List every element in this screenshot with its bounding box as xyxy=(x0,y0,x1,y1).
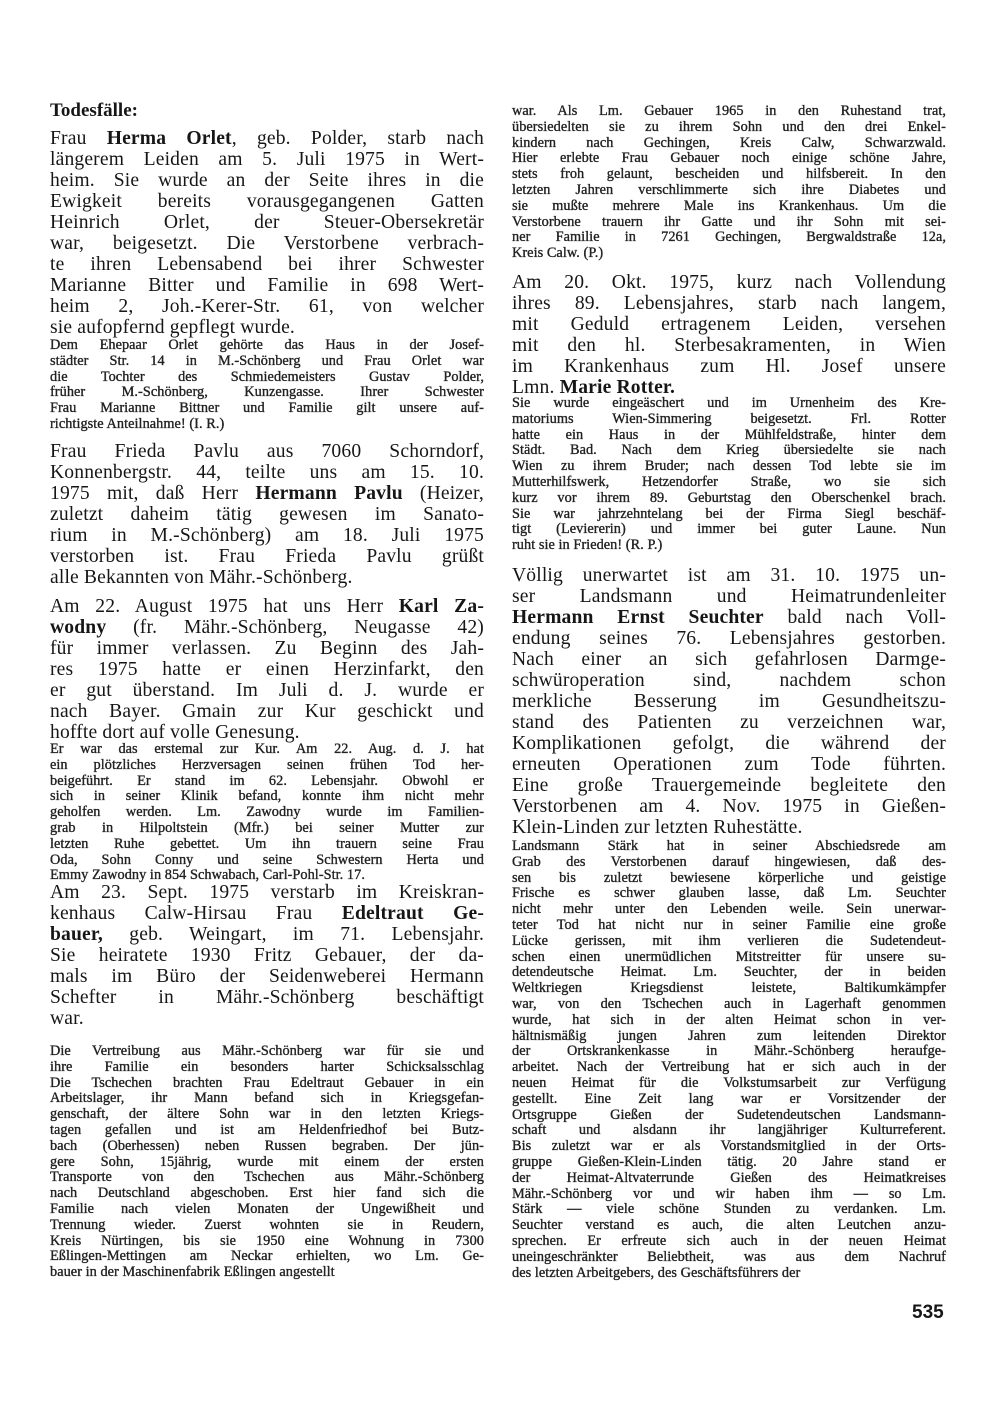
obituary-seuchter-note xyxy=(512,839,946,1281)
text-line: sie mußte mehrere Male ins Krankenhaus. Um die xyxy=(512,197,946,214)
text-line: ein plötzliches Herzversagen seinen frühen Tod her- xyxy=(50,756,484,773)
text-line: Schefter in Mähr.-Schönberg beschäftigt xyxy=(50,987,484,1008)
text-line xyxy=(50,128,484,149)
text-line: Er war das erstemal zur Kur. Am 22. Aug. d. J. hat xyxy=(50,741,484,757)
text-line: Völlig unerwartet ist am 31. 10. 1975 un- xyxy=(512,565,946,586)
obituary-gebauer-note xyxy=(50,1044,484,1281)
text-line: Hier erlebte Frau Gebauer noch einige schöne Jahre, xyxy=(512,150,946,167)
text-segment: (Heizer, xyxy=(402,483,484,504)
text-segment: Am 22. August 1975 hat uns Herr xyxy=(50,596,399,617)
text-line: sich in seiner Klinik befand, konnte ihm nicht mehr xyxy=(50,788,484,805)
text-line: Emmy Zawodny in 854 Schwabach, Carl-Pohl-Str. 17. xyxy=(50,867,365,884)
text-line: heim 2, Joh.-Kerer-Str. 61, von welcher xyxy=(50,296,484,317)
text-line: Frau Frieda Pavlu aus 7060 Schorndorf, xyxy=(50,441,484,462)
text-line: er gut überstand. Im Juli d. J. wurde er xyxy=(50,680,484,701)
text-line: Nach einer an sich gefahrlosen Darmge- xyxy=(512,649,946,670)
text-line: des letzten Arbeitgebers, des Geschäftsführers der xyxy=(512,1264,801,1281)
text-line: stets froh gelaunt, bescheiden und hilfsbereit. In den xyxy=(512,166,946,183)
text-line: zuletzt daheim tätig gewesen im Sanato- xyxy=(50,504,484,525)
text-line: letzten Jahren verschlimmerte sich ihre Diabetes und xyxy=(512,181,946,198)
text-line: Verstorbenen am 4. Nov. 1975 in Gießen- xyxy=(512,796,946,817)
text-line: Sie heiratete 1930 Fritz Gebauer, der da- xyxy=(50,945,484,966)
text-line: der Heimat-Altvaterrunde Gießen des Heimatkreises xyxy=(512,1169,946,1186)
text-line: Sie wurde eingeäschert und im Urnenheim des Kre- xyxy=(512,395,946,411)
text-line: Kreis Calw. (P.) xyxy=(512,245,604,262)
text-line: letzten Ruhe gebettet. Um ihn trauern seine Frau xyxy=(50,835,484,852)
text-line: nicht mehr unter den Lebenden weile. Sein unerwar- xyxy=(512,901,946,918)
text-line: Klein-Linden zur letzten Ruhestätte. xyxy=(512,817,803,838)
text-line: bach (Oberhessen) neben Russen begraben. Der jün- xyxy=(50,1137,484,1154)
text-line: beigeführt. Er stand im 62. Lebensjahr. Obwohl er xyxy=(50,772,484,789)
text-line: Trennung wieder. Zuerst wohnten sie in Reudern, xyxy=(50,1216,484,1233)
text-segment: (fr. Mähr.-Schönberg, Neugasse 42) xyxy=(106,617,484,638)
text-line: Konnenbergstr. 44, teilte uns am 15. 10. xyxy=(50,462,484,483)
obituary-gebauer xyxy=(50,882,484,1029)
text-line: uneingeschränkter Beliebtheit, was aus dem Nachruf xyxy=(512,1248,946,1265)
text-line: neuen Heimat für die Volkstumsarbeit zur Verfügung xyxy=(512,1074,946,1091)
obituary-gebauer-note-continued xyxy=(512,104,946,262)
text-line: Mutterhilfswerk, Hetzendorfer Straße, wo sie sich xyxy=(512,473,946,490)
text-line: tigt (Leviererin) und immer bei guter Laune. Nun xyxy=(512,521,946,538)
text-line: gere Sohn, 15jährig, wurde mit einem der ersten xyxy=(50,1153,484,1170)
bold-name: Karl Za- xyxy=(398,596,484,617)
text-segment: , geb. Polder, starb nach xyxy=(231,128,484,149)
text-line: hältnismäßig jungen Jahren zum leitenden Direktor xyxy=(512,1027,946,1044)
text-line: Die Tschechen brachten Frau Edeltraut Gebauer in ein xyxy=(50,1074,484,1091)
obituary-seuchter xyxy=(512,565,946,838)
text-line: arbeitet. Nach der Vertreibung hat er sich auch in der xyxy=(512,1059,946,1076)
text-line: hatte ein Haus in der Mühlfeldstraße, hinter dem xyxy=(512,426,946,443)
text-line: hoffte dort auf volle Genesung. xyxy=(50,722,300,743)
text-line: Ewigkeit bereits vorausgegangenen Gatten xyxy=(50,191,484,212)
text-line xyxy=(512,607,946,628)
bold-name: wodny xyxy=(50,617,107,638)
obituary-zawodny xyxy=(50,596,484,743)
text-line: stand des Patienten zu verzeichnen war, xyxy=(512,712,946,733)
bold-name: Hermann Pavlu xyxy=(255,483,403,504)
text-line: te ihren Lebensabend bei ihrer Schwester xyxy=(50,254,484,275)
page-number: 535 xyxy=(912,1302,944,1323)
text-line: Städt. Bad. Nach dem Krieg übersiedelte sie nach xyxy=(512,442,946,459)
text-line: städter Str. 14 in M.-Schönberg und Frau Orlet war xyxy=(50,352,484,369)
text-line: genschaft, der ältere Sohn war in den letzten Kriegs- xyxy=(50,1106,484,1123)
text-line: war, von den Tschechen auch in Lagerhaft genommen xyxy=(512,995,946,1012)
text-segment: Lmn. xyxy=(512,377,560,398)
text-line: schaft und alsdann ihr langjähriger Kulturreferent. xyxy=(512,1122,946,1139)
text-line: ner Familie in 7261 Gechingen, Bergwaldstraße 12a, xyxy=(512,229,946,246)
text-line: kurz vor ihrem 89. Geburtstag den Oberschenkel brach. xyxy=(512,489,946,506)
bold-name: Herma Orlet xyxy=(106,128,232,149)
text-line: kindern nach Gechingen, Kreis Calw, Schwarzwald. xyxy=(512,134,946,151)
text-line: Eßlingen-Mettingen am Neckar erhielten, wo Lm. Ge- xyxy=(50,1248,484,1265)
text-line: tagen gefallen und ist am Heldenfriedhof bei Butz- xyxy=(50,1121,484,1138)
text-line: Heinrich Orlet, der Steuer-Obersekretär xyxy=(50,212,484,233)
text-line: war. Als Lm. Gebauer 1965 in den Ruhestand trat, xyxy=(512,103,946,119)
text-line: Familie nach vielen Monaten der Ungewißheit und xyxy=(50,1200,484,1217)
text-line: Wien zu ihrem Bruder; nach dessen Tod lebte sie im xyxy=(512,458,946,475)
text-line: Verstorbene trauern ihr Gatte und ihr Sohn mit sei- xyxy=(512,213,946,230)
text-line: war. xyxy=(50,1008,84,1029)
text-line: mals im Büro der Seidenweberei Hermann xyxy=(50,966,484,987)
text-line: gestellt. Eine Zeit lang war er Vorsitzender der xyxy=(512,1090,946,1107)
obituary-pavlu xyxy=(50,441,484,588)
text-line: im Krankenhaus zum Hl. Josef unsere xyxy=(512,356,946,377)
text-line: grab in Hilpoltstein (Mfr.) bei seiner Mutter zur xyxy=(50,819,484,836)
text-line: mit Geduld ertragenem Leiden, versehen xyxy=(512,314,946,335)
text-line: sen bis zuletzt bewiesene körperliche und geistige xyxy=(512,869,946,886)
text-line: Eine große Trauergemeinde begleitete den xyxy=(512,775,946,796)
text-line: Die Vertreibung aus Mähr.-Schönberg war für sie und xyxy=(50,1043,484,1059)
text-line: sie aufopfernd gepflegt wurde. xyxy=(50,317,295,338)
text-line: merkliche Besserung im Gesundheitszu- xyxy=(512,691,946,712)
obituary-rotter xyxy=(512,272,946,398)
text-line: endung seines 76. Lebensjahres gestorben. xyxy=(512,628,946,649)
obituary-rotter-note xyxy=(512,396,946,554)
text-line: Kreis Nürtingen, bis sie 1950 eine Wohnung in 7300 xyxy=(50,1232,484,1249)
text-line: ihre Familie ein besonders harter Schicksalsschlag xyxy=(50,1058,484,1075)
text-line: verstorben ist. Frau Frieda Pavlu grüßt xyxy=(50,546,484,567)
text-line: richtigste Anteilnahme! (I. R.) xyxy=(50,415,225,432)
text-line xyxy=(50,617,484,638)
text-line: Komplikationen gefolgt, die während der xyxy=(512,733,946,754)
text-line: Frau Marianne Bittner und Familie gilt unsere auf- xyxy=(50,400,484,417)
text-line: die Tochter des Schmiedemeisters Gustav Polder, xyxy=(50,368,484,385)
text-line xyxy=(50,483,484,504)
text-line xyxy=(50,903,484,924)
text-line: heim. Sie wurde an der Seite ihres in die xyxy=(50,170,484,191)
text-line: Marianne Bitter und Familie in 698 Wert- xyxy=(50,275,484,296)
text-line xyxy=(50,924,484,945)
text-line: Oda, Sohn Conny und seine Schwestern Herta und xyxy=(50,851,484,868)
text-line: nach Bayer. Gmain zur Kur geschickt und xyxy=(50,701,484,722)
text-segment: geb. Weingart, im 71. Lebensjahr. xyxy=(102,924,484,945)
text-line: sprechen. Er erfreute sich auch in der neuen Heimat xyxy=(512,1232,946,1249)
text-line: Mähr.-Schönberg vor und wir haben ihm — so Lm. xyxy=(512,1185,946,1202)
text-line: längerem Leiden am 5. Juli 1975 in Wert- xyxy=(50,149,484,170)
text-line: Grab des Verstorbenen darauf hingewiesen, daß des- xyxy=(512,853,946,870)
text-line: übersiedelten sie zu ihrem Sohn und den drei Enkel- xyxy=(512,118,946,135)
text-line: Ortsgruppe Gießen der Sudetendeutschen Landsmann- xyxy=(512,1106,946,1123)
text-line: Lücke gerissen, mit ihm verlieren die Sudetendeut- xyxy=(512,932,946,949)
text-line: früher M.-Schönberg, Kunzengasse. Ihrer Schwester xyxy=(50,384,484,401)
text-line: gruppe Gießen-Klein-Linden tätig. 20 Jahre stand er xyxy=(512,1153,946,1170)
text-line: ser Landsmann und Heimatrundenleiter xyxy=(512,586,946,607)
text-segment: 1975 mit, daß Herr xyxy=(50,483,256,504)
obituary-orlet-note xyxy=(50,338,484,433)
text-line: Am 20. Okt. 1975, kurz nach Vollendung xyxy=(512,272,946,293)
text-line: mit den hl. Sterbesakramenten, in Wien xyxy=(512,335,946,356)
bold-name: bauer, xyxy=(50,924,103,945)
text-line: schwüroperation sind, nachdem schon xyxy=(512,670,946,691)
text-line: Weltkriegen Kriegsdienst leistete, Baltikumkämpfer xyxy=(512,980,946,997)
text-line: Sie war jahrzehntelang bei der Firma Siegl beschäf- xyxy=(512,505,946,522)
text-line: ruht sie in Frieden! (R. P.) xyxy=(512,537,663,554)
text-line: Frische es schwer glauben lasse, daß Lm. Seuchter xyxy=(512,885,946,902)
text-segment: Frau xyxy=(50,128,107,149)
text-line: der Ortskrankenkasse in Mähr.-Schönberg heraufge- xyxy=(512,1043,946,1060)
text-line: rium in M.-Schönberg) am 18. Juli 1975 xyxy=(50,525,484,546)
text-line: matoriums Wien-Simmering beigesetzt. Frl. Rotter xyxy=(512,410,946,427)
text-segment: bald nach Voll- xyxy=(763,607,947,628)
text-line: detendeutsche Heimat. Lm. Seuchter, der in beiden xyxy=(512,964,946,981)
text-line: res 1975 hatte er einen Herzinfarkt, den xyxy=(50,659,484,680)
text-line: Arbeitslager, ihr Mann befand sich in Kriegsgefan- xyxy=(50,1090,484,1107)
text-line: alle Bekannten von Mähr.-Schönberg. xyxy=(50,567,353,588)
text-line: erneuten Operationen zum Tode führten. xyxy=(512,754,946,775)
text-line: bauer in der Maschinenfabrik Eßlingen angestellt xyxy=(50,1264,335,1281)
text-line: Dem Ehepaar Orlet gehörte das Haus in der Josef- xyxy=(50,337,484,353)
bold-name: Marie Rotter. xyxy=(559,377,676,398)
text-line: geholfen werden. Lm. Zawodny wurde im Familien- xyxy=(50,804,484,821)
text-line: nach Deutschland abgeschoben. Erst hier fand sich die xyxy=(50,1185,484,1202)
text-segment: kenhaus Calw-Hirsau Frau xyxy=(50,903,342,924)
text-line: schen einen unermüdlichen Mitstreitter für unsere su- xyxy=(512,948,946,965)
text-line: Stärk — viele schöne Stunden zu verdanken. Lm. xyxy=(512,1201,946,1218)
text-line xyxy=(50,596,484,617)
text-line: für immer verlassen. Zu Beginn des Jah- xyxy=(50,638,484,659)
text-line: Am 23. Sept. 1975 verstarb im Kreiskran- xyxy=(50,882,484,903)
text-line: ihres 89. Lebensjahres, starb nach langem, xyxy=(512,293,946,314)
text-line: Landsmann Stärk hat in seiner Abschiedsrede am xyxy=(512,838,946,854)
text-line: war, beigesetzt. Die Verstorbene verbrach- xyxy=(50,233,484,254)
text-line: teter Tod hat nicht nur in seiner Familie eine große xyxy=(512,916,946,933)
obituary-orlet xyxy=(50,128,484,338)
bold-name: Edeltraut Ge- xyxy=(341,903,484,924)
section-heading: Todesfälle: xyxy=(50,100,138,121)
obituary-zawodny-note xyxy=(50,742,484,884)
bold-name: Hermann Ernst Seuchter xyxy=(512,607,764,628)
text-line: Seuchter verstand es auch, die alten Leutchen anzu- xyxy=(512,1217,946,1234)
text-line: wurde, hat sich in der alten Heimat schon in ver- xyxy=(512,1011,946,1028)
text-line: Transporte von den Tschechen aus Mähr.-Schönberg xyxy=(50,1169,484,1186)
text-line: Bis zuletzt war er als Vorstandsmitglied in der Orts- xyxy=(512,1138,946,1155)
